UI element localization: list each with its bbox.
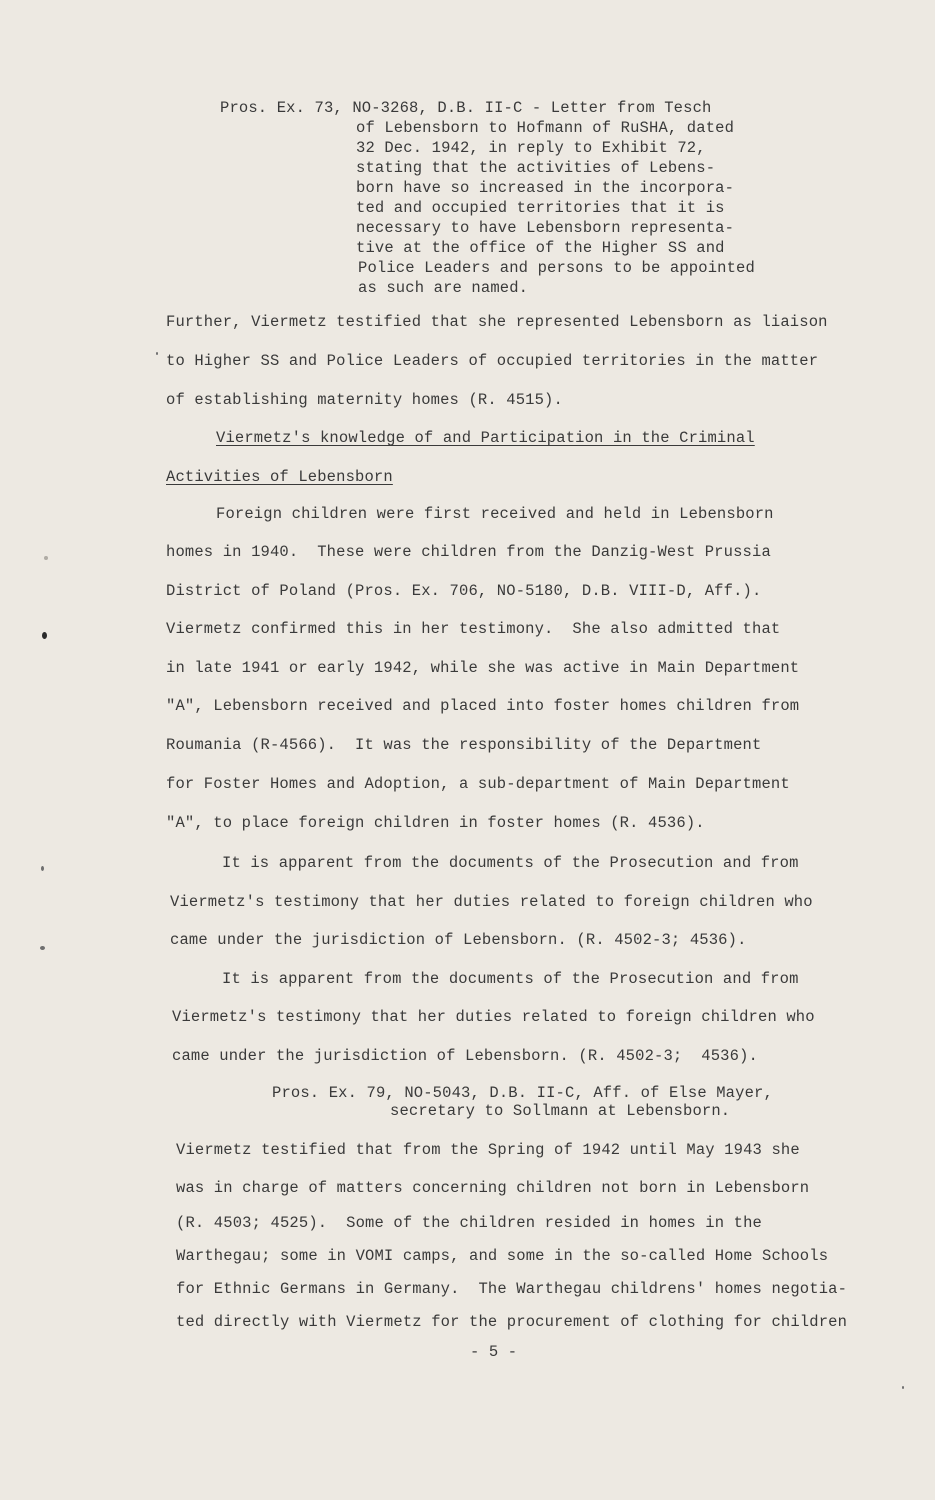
- text-line: Further, Viermetz testified that she represented Lebensborn as liaison: [166, 313, 828, 331]
- text-line: born have so increased in the incorpora-: [356, 179, 735, 197]
- heading-line: Activities of Lebensborn: [166, 468, 393, 486]
- text-line: (R. 4503; 4525). Some of the children resided in homes in the: [176, 1214, 762, 1232]
- text-line: Pros. Ex. 79, NO-5043, D.B. II-C, Aff. of Else Mayer,: [272, 1084, 773, 1102]
- text-line: It is apparent from the documents of the Prosecution and from: [222, 970, 799, 988]
- text-line: stating that the activities of Lebens-: [356, 159, 716, 177]
- text-line: of establishing maternity homes (R. 4515).: [166, 391, 563, 409]
- text-line: of Lebensborn to Hofmann of RuSHA, dated: [356, 119, 735, 137]
- text-line: was in charge of matters concerning children not born in Lebensborn: [176, 1179, 810, 1197]
- text-line: Viermetz's testimony that her duties related to foreign children who: [172, 1008, 815, 1026]
- scan-speck: [156, 352, 158, 355]
- text-line: secretary to Sollmann at Lebensborn.: [390, 1102, 731, 1120]
- text-line: for Ethnic Germans in Germany. The Warthegau childrens' homes negotia-: [176, 1280, 848, 1298]
- text-line: ted and occupied territories that it is: [356, 199, 725, 217]
- text-line: "A", to place foreign children in foster homes (R. 4536).: [166, 814, 705, 832]
- text-line: for Foster Homes and Adoption, a sub-department of Main Department: [166, 775, 790, 793]
- text-line: It is apparent from the documents of the Prosecution and from: [222, 854, 799, 872]
- text-line: to Higher SS and Police Leaders of occupied territories in the matter: [166, 352, 819, 370]
- scan-speck: [44, 556, 48, 560]
- text-line: Warthegau; some in VOMI camps, and some in the so-called Home Schools: [176, 1247, 829, 1265]
- text-line: Viermetz's testimony that her duties related to foreign children who: [170, 893, 813, 911]
- text-line: ted directly with Viermetz for the procurement of clothing for children: [176, 1313, 848, 1331]
- text-line: Pros. Ex. 73, NO-3268, D.B. II-C - Letter from Tesch: [220, 99, 712, 117]
- heading-line: Viermetz's knowledge of and Participation in the Criminal: [216, 429, 755, 447]
- text-line: 32 Dec. 1942, in reply to Exhibit 72,: [356, 139, 706, 157]
- text-line: came under the jurisdiction of Lebensborn. (R. 4502-3; 4536).: [170, 931, 747, 949]
- text-line: came under the jurisdiction of Lebensborn. (R. 4502-3; 4536).: [172, 1047, 758, 1065]
- text-line: homes in 1940. These were children from the Danzig-West Prussia: [166, 543, 771, 561]
- text-line: Roumania (R-4566). It was the responsibility of the Department: [166, 736, 762, 754]
- page-number: - 5 -: [470, 1343, 518, 1361]
- text-line: necessary to have Lebensborn representa-: [356, 219, 735, 237]
- text-line: tive at the office of the Higher SS and: [356, 239, 725, 257]
- text-line: in late 1941 or early 1942, while she was active in Main Department: [166, 659, 800, 677]
- text-line: Viermetz confirmed this in her testimony. She also admitted that: [166, 620, 781, 638]
- scan-speck: [41, 866, 44, 871]
- scan-speck: [42, 632, 47, 639]
- text-line: Foreign children were first received and held in Lebensborn: [216, 505, 774, 523]
- text-line: District of Poland (Pros. Ex. 706, NO-5180, D.B. VIII-D, Aff.).: [166, 582, 762, 600]
- scan-speck: [40, 946, 45, 950]
- text-line: as such are named.: [358, 279, 529, 297]
- scan-speck: [902, 1386, 904, 1389]
- text-line: "A", Lebensborn received and placed into foster homes children from: [166, 697, 800, 715]
- text-line: Police Leaders and persons to be appointed: [358, 259, 755, 277]
- text-line: Viermetz testified that from the Spring of 1942 until May 1943 she: [176, 1141, 800, 1159]
